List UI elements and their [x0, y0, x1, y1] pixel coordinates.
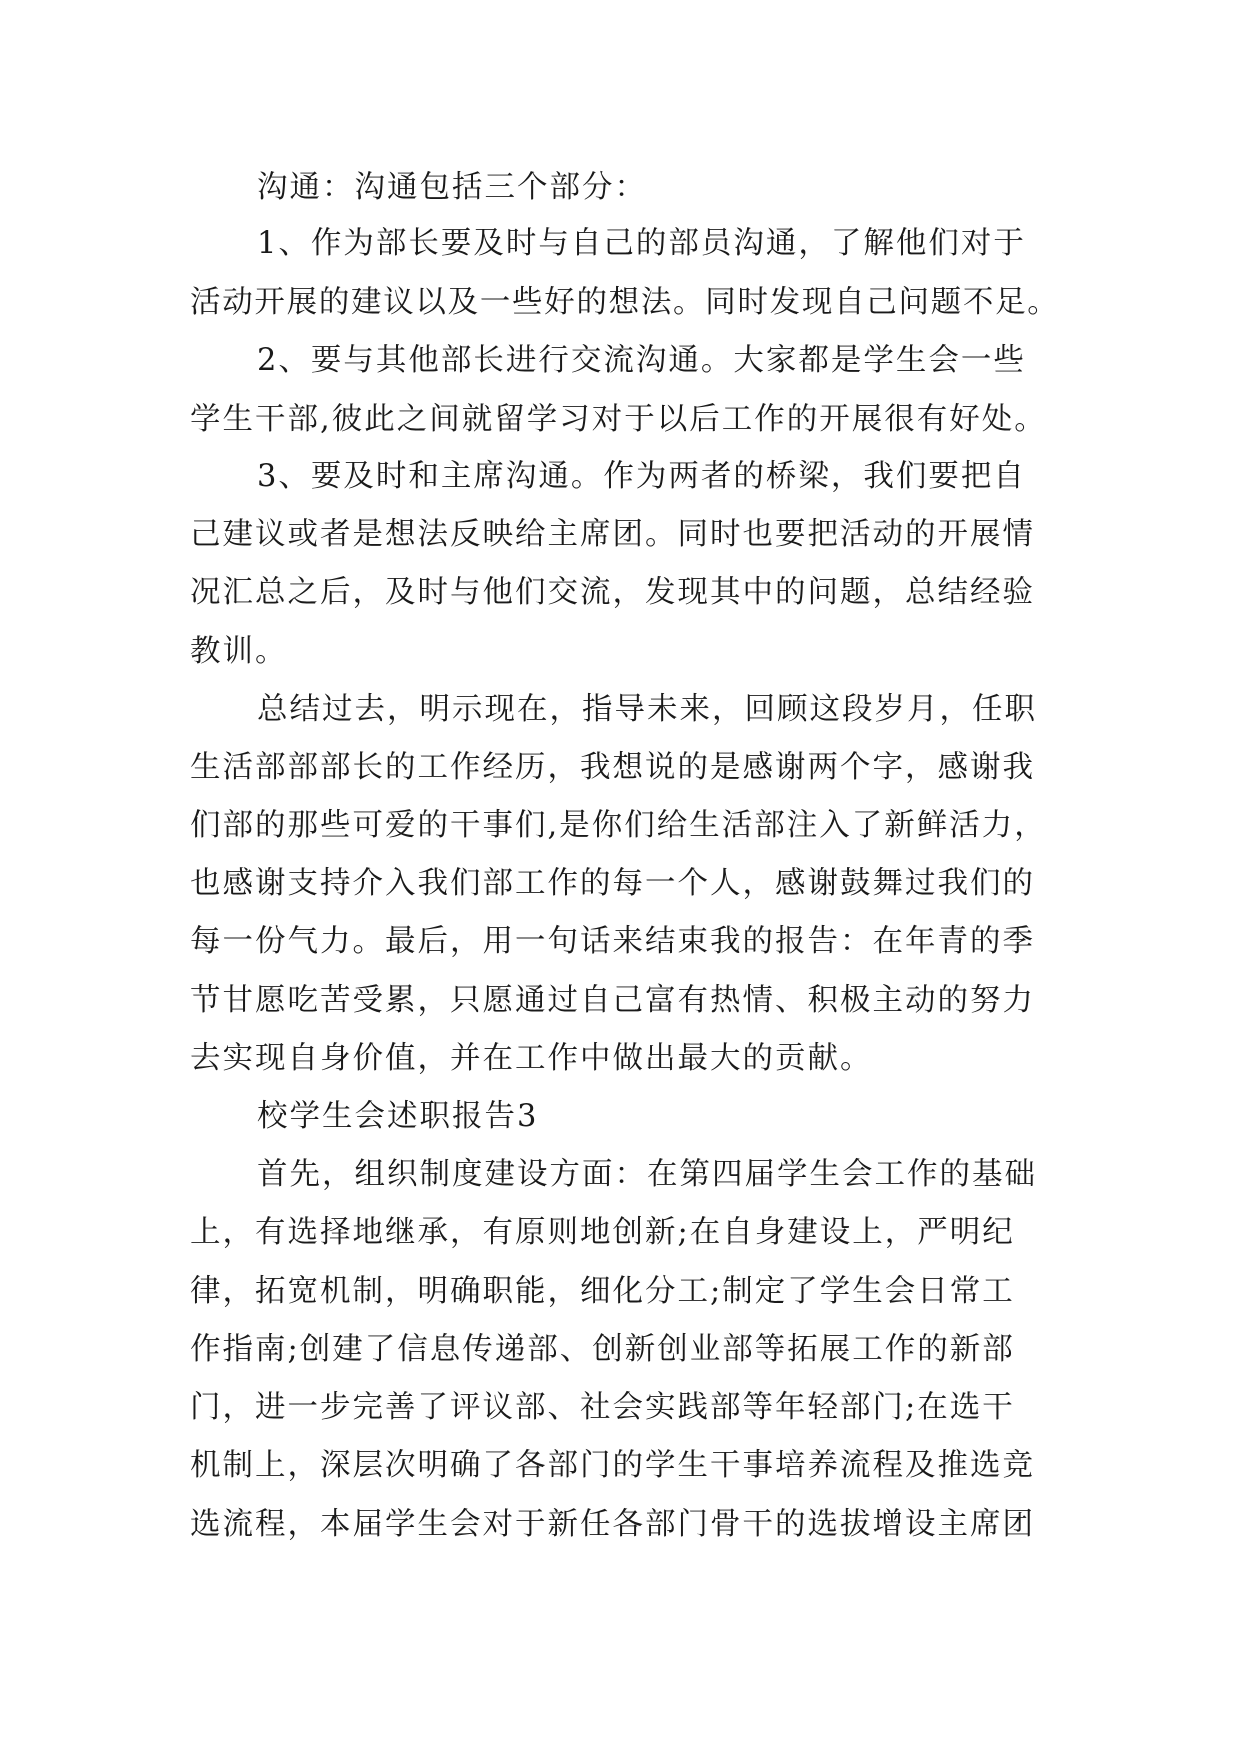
text-line: 沟通：沟通包括三个部分：	[257, 170, 647, 205]
text-line: 上，有选择地继承，有原则地创新;在自身建设上，严明纪	[190, 1215, 1015, 1250]
text-line: 选流程，本届学生会对于新任各部门骨干的选拔增设主席团	[190, 1507, 1035, 1542]
section-heading: 校学生会述职报告3	[257, 1099, 539, 1134]
text-line: 教训。	[190, 634, 288, 669]
text-line: 总结过去，明示现在，指导未来，回顾这段岁月，任职	[257, 692, 1037, 727]
text-line: 己建议或者是想法反映给主席团。同时也要把活动的开展情	[190, 517, 1035, 552]
text-line: 去实现自身价值，并在工作中做出最大的贡献。	[190, 1041, 873, 1076]
text-line: 每一份气力。最后，用一句话来结束我的报告：在年青的季	[190, 924, 1035, 959]
text-line: 也感谢支持介入我们部工作的每一个人，感谢鼓舞过我们的	[190, 866, 1035, 901]
text-line: 机制上，深层次明确了各部门的学生干事培养流程及推选竞	[190, 1448, 1035, 1483]
text-line: 作指南;创建了信息传递部、创新创业部等拓展工作的新部	[190, 1332, 1015, 1367]
text-line: 生活部部部长的工作经历，我想说的是感谢两个字，感谢我	[190, 750, 1035, 785]
text-line: 况汇总之后，及时与他们交流，发现其中的问题，总结经验	[190, 575, 1035, 610]
text-line: 学生干部,彼此之间就留学习对于以后工作的开展很有好处。	[190, 402, 1047, 437]
text-line: 3、要及时和主席沟通。作为两者的桥梁，我们要把自	[257, 459, 1026, 494]
text-line: 们部的那些可爱的干事们,是你们给生活部注入了新鲜活力，	[190, 808, 1047, 843]
text-line: 节甘愿吃苦受累，只愿通过自己富有热情、积极主动的努力	[190, 983, 1035, 1018]
text-line: 首先，组织制度建设方面：在第四届学生会工作的基础	[257, 1157, 1037, 1192]
text-line: 活动开展的建议以及一些好的想法。同时发现自己问题不足。	[190, 285, 1060, 320]
text-line: 门，进一步完善了评议部、社会实践部等年轻部门;在选干	[190, 1390, 1015, 1425]
text-line: 1、作为部长要及时与自己的部员沟通，了解他们对于	[257, 226, 1026, 261]
text-line: 律，拓宽机制，明确职能，细化分工;制定了学生会日常工	[190, 1274, 1015, 1309]
text-line: 2、要与其他部长进行交流沟通。大家都是学生会一些	[257, 343, 1026, 378]
